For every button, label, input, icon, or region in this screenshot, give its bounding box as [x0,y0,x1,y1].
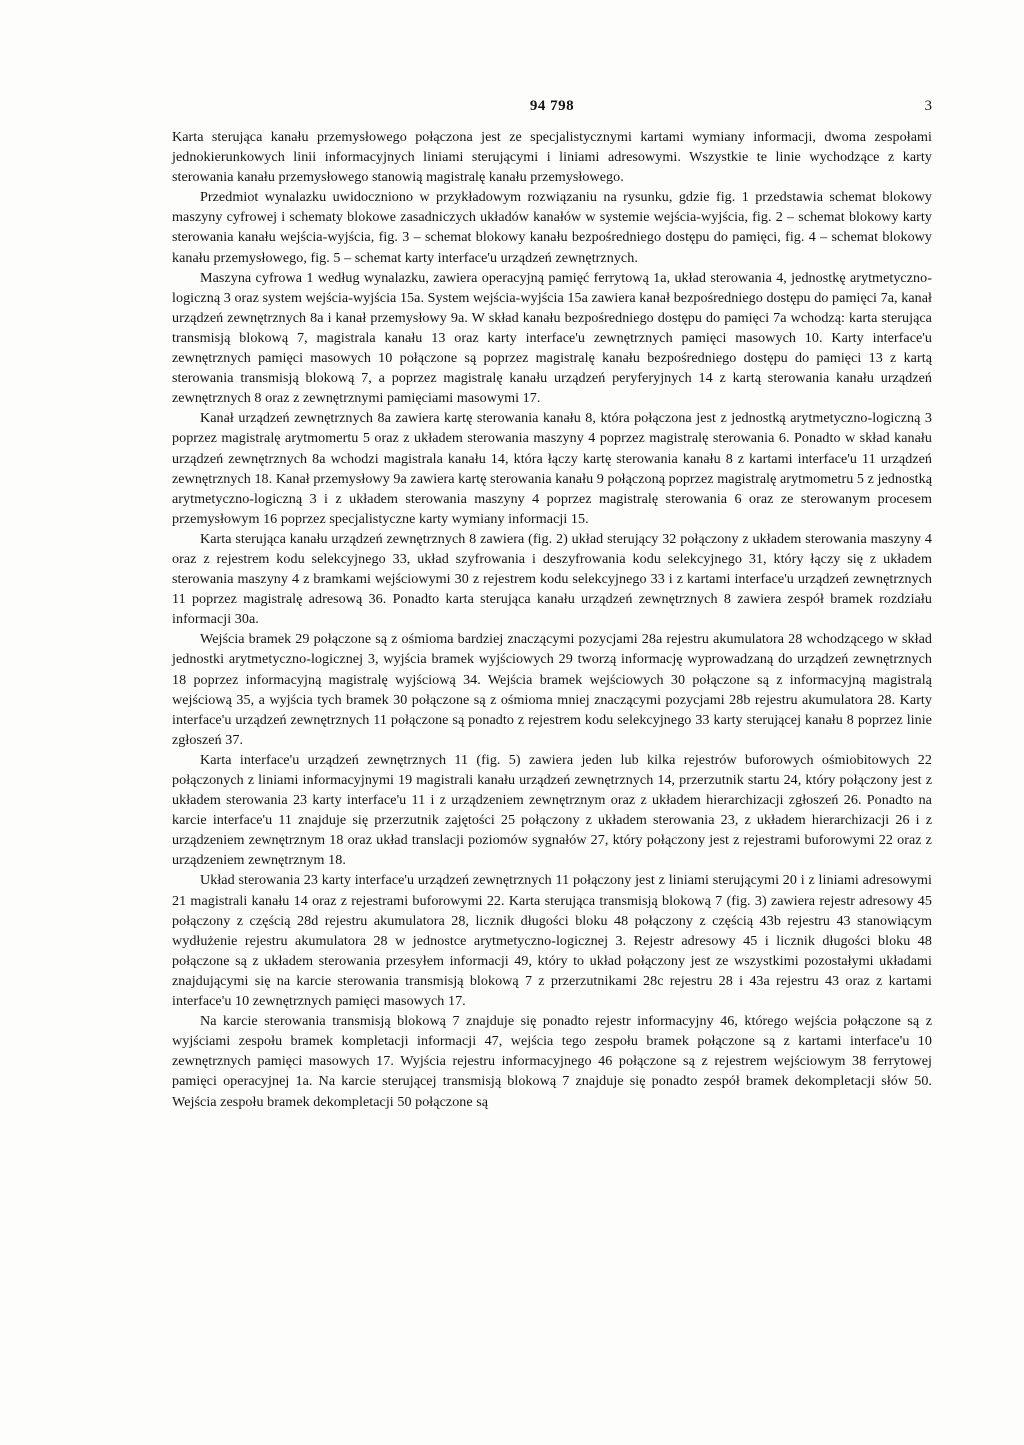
page-number: 3 [924,98,932,114]
paragraph: Przedmiot wynalazku uwidoczniono w przykładowym rozwiązaniu na rysunku, gdzie fig. 1 przedstawia schemat blokowy maszyny cyfrowej i schematy blokowe zasadniczych układów kanałów w systemie wejścia-wyjścia, fig. 2 – schemat blokowy karty sterowania kanału wejścia-wyjścia, fig. 3 – schemat blokowy kanału bezpośredniego dostępu do pamięci, fig. 4 – schemat blokowy kanału przemysłowego, fig. 5 – schemat karty interface'u urządzeń zewnętrznych. [172,189,932,266]
text-body [172,127,932,1112]
paragraph: Maszyna cyfrowa 1 według wynalazku, zawiera operacyjną pamięć ferrytową 1a, układ sterowania 4, jednostkę arytmetyczno-logiczną 3 oraz system wejścia-wyjścia 15a. System wejścia-wyjścia 15a zawiera kanał bezpośredniego dostępu do pamięci 7a, kanał urządzeń zewnętrznych 8a i kanał przemysłowy 9a. W skład kanału bezpośredniego dostępu do pamięci 7a wchodzą: karta sterująca transmisją blokową 7, magistrala kanału 13 oraz karty interface'u zewnętrznych pamięci masowych 10. Karty interface'u zewnętrznych pamięci masowych 10 połączone są poprzez magistralę kanału bezpośredniego dostępu do pamięci 13 z kartą sterowania transmisją blokową 7, a poprzez magistralę kanału urządzeń peryferyjnych 14 z kartą sterowania kanału urządzeń zewnętrznych 8 oraz z zewnętrznymi pamięciami masowymi 17. [172,269,932,407]
paragraph: Karta sterująca kanału urządzeń zewnętrznych 8 zawiera (fig. 2) układ sterujący 32 połączony z układem sterowania maszyny 4 oraz z rejestrem kodu selekcyjnego 33, układ szyfrowania i deszyfrowania kodu selekcyjnego 31, który łączy się z układem sterowania maszyny 4 z bramkami wejściowymi 30 z rejestrem kodu selekcyjnego 33 i z kartami interface'u urządzeń zewnętrznych 11 poprzez magistralę adresową 36. Ponadto karta sterująca kanału urządzeń zewnętrznych 8 zawiera zespół bramek rozdziału informacji 30a. [172,530,932,628]
page-header [172,98,932,120]
paragraph: Na karcie sterowania transmisją blokową 7 znajduje się ponadto rejestr informacyjny 46, którego wejścia połączone są z wyjściami zespołu bramek kompletacji informacji 47, wejścia tego zespołu bramek połączone są z kartami interface'u 10 zewnętrznych pamięci masowych 17. Wyjścia rejestru informacyjnego 46 połączone są z rejestrem wejściowym 38 ferrytowej pamięci operacyjnej 1a. Na karcie sterującej transmisją blokową 7 znajduje się ponadto zespół bramek dekompletacji słów 50. Wejścia zespołu bramek dekompletacji 50 połączone są [172,1013,932,1110]
paragraph: Kanał urządzeń zewnętrznych 8a zawiera kartę sterowania kanału 8, która połączona jest z jednostką arytmetyczno-logiczną 3 poprzez magistralę arytmomertu 5 oraz z układem sterowania maszyny 4 poprzez magistralę sterowania 6. Ponadto w skład kanału urządzeń zewnętrznych 8a wchodzi magistrala kanału 14, która łączy kartę sterowania kanału 8 z kartami interface'u 11 urządzeń zewnętrznych 18. Kanał przemysłowy 9a zawiera kartę sterowania kanału 9 połączoną poprzez magistralę arytmometru 5 z jednostką arytmetyczno-logiczną 3 i z układem sterowania maszyny 4 poprzez magistralę sterowania 6 oraz ze sterowanym procesem przemysłowym 16 poprzez specjalistyczne karty wymiany informacji 15. [172,410,932,527]
document-number: 94 798 [529,98,575,114]
paragraph: Karta sterująca kanału przemysłowego połączona jest ze specjalistycznymi kartami wymiany informacji, dwoma zespołami jednokierunkowych linii informacyjnych liniami sterującymi i liniami adresowymi. Wszystkie te linie wychodzące z karty sterowania kanału przemysłowego stanowią magistralę kanału przemysłowego. [172,129,932,186]
paragraph: Układ sterowania 23 karty interface'u urządzeń zewnętrznych 11 połączony jest z liniami sterującymi 20 i z liniami adresowymi 21 magistrali kanału 14 oraz z rejestrami buforowymi 22. Karta sterująca transmisją blokową 7 (fig. 3) zawiera rejestr adresowy 45 połączony z częścią 28d rejestru akumulatora 28, licznik długości bloku 48 połączony z częścią 43b rejestru 43 stanowiącym wydłużenie rejestru akumulatora 28 w jednostce arytmetyczno-logicznej 3. Rejestr adresowy 45 i licznik długości bloku 48 połączone są z układem sterowania przesyłem informacji 49, który to układ połączony jest ze wszystkimi pozostałymi układami znajdującymi się na karcie sterowania transmisją blokową 7 z przerzutnikami 28c rejestru 28 i 43a rejestru 43 oraz z kartami interface'u 10 zewnętrznych pamięci masowych 17. [172,872,932,1010]
paragraph: Wejścia bramek 29 połączone są z ośmioma bardziej znaczącymi pozycjami 28a rejestru akumulatora 28 wchodzącego w skład jednostki arytmetyczno-logicznej 3, wyjścia bramek wyjściowych 29 tworzą informację wyprowadzaną do urządzeń zewnętrznych 18 poprzez informacyjną magistralę wyjściową 34. Wejścia bramek wejściowych 30 połączone są z informacyjną magistralą wejściową 35, a wyjścia tych bramek 30 połączone są z ośmioma mniej znaczącymi pozycjami 28b rejestru akumulatora 28. Karty interface'u urządzeń zewnętrznych 11 połączone są ponadto z rejestrem kodu selekcyjnego 33 karty sterującej kanału 8 poprzez linie zgłoszeń 37. [172,631,932,748]
paragraph: Karta interface'u urządzeń zewnętrznych 11 (fig. 5) zawiera jeden lub kilka rejestrów buforowych ośmiobitowych 22 połączonych z liniami informacyjnymi 19 magistrali kanału urządzeń zewnętrznych 14, przerzutnik startu 24, który połączony jest z układem sterowania 23 karty interface'u 11 i z urządzeniem zewnętrznym oraz z układem hierarchizacji zgłoszeń 26. Ponadto na karcie interface'u 11 znajduje się przerzutnik zajętości 25 połączony z układem sterowania 23, z układem hierarchizacji 26 i z urządzeniem zewnętrznym 18 oraz układ translacji poziomów sygnałów 27, który połączony jest z rejestrami buforowymi 22 oraz z urządzeniem zewnętrznym 18. [172,751,932,869]
